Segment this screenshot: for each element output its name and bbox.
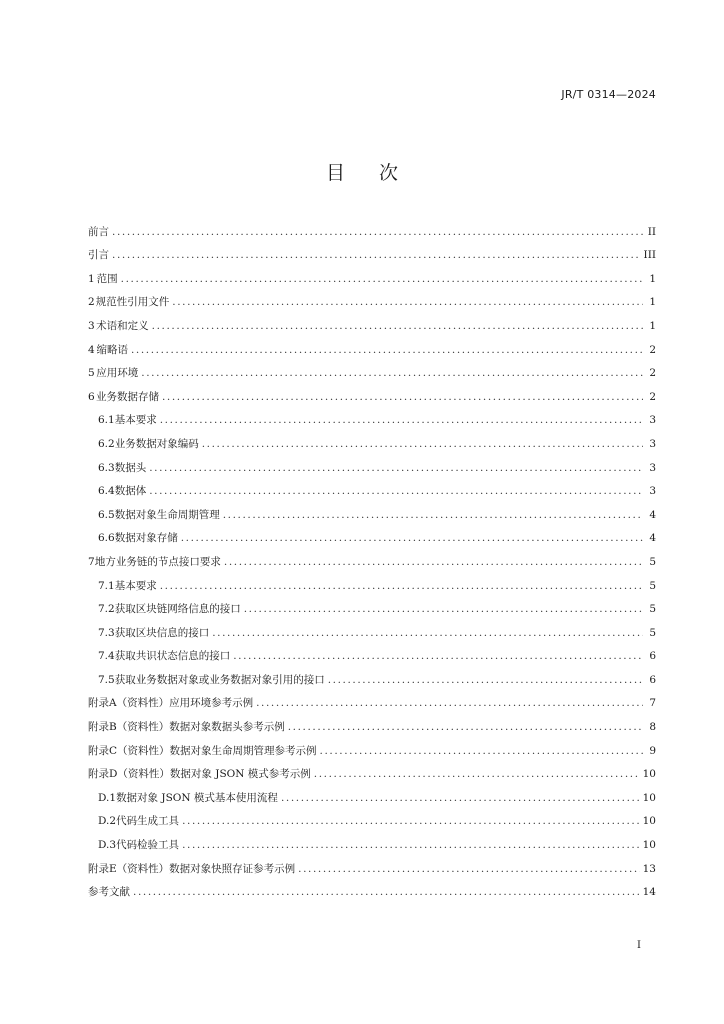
toc-entry-page: 13: [642, 862, 656, 875]
toc-entry-page: 10: [642, 791, 656, 804]
toc-entry-page: 10: [642, 839, 656, 852]
toc-leader-dots: [212, 626, 643, 641]
toc-entry-number: 7.3: [98, 626, 115, 639]
toc-entry-page: 3: [649, 414, 656, 427]
toc-entry-page: 1: [649, 296, 656, 309]
toc-entry[interactable]: [88, 735, 656, 759]
toc-leader-dots: [281, 791, 640, 806]
toc-entry-number: 3: [88, 319, 95, 332]
document-code: JR/T 0314—2024: [561, 88, 656, 101]
toc-leader-dots: [314, 767, 640, 782]
toc-entry-label: 基本要求: [114, 579, 157, 592]
toc-entry-page: 4: [649, 532, 656, 545]
toc-leader-dots: [182, 814, 640, 829]
toc-entry[interactable]: [88, 641, 656, 665]
toc-entry[interactable]: [88, 452, 656, 476]
toc-entry-page: 5: [649, 579, 656, 592]
toc-entry[interactable]: [88, 476, 656, 500]
toc-entry-page: 2: [649, 390, 656, 403]
toc-leader-dots: [233, 649, 643, 664]
toc-entry-number: 2: [88, 296, 95, 309]
toc-entry-page: 5: [649, 626, 656, 639]
toc-entry-page: 2: [649, 367, 656, 380]
toc-entry-page: 3: [649, 485, 656, 498]
toc-leader-dots: [112, 248, 641, 263]
toc-entry[interactable]: [88, 546, 656, 570]
toc-entry-number: 6.5: [98, 508, 115, 521]
toc-entry-page: III: [643, 249, 656, 262]
toc-entry[interactable]: [88, 759, 656, 783]
toc-entry-page: 7: [649, 697, 656, 710]
toc-entry[interactable]: [88, 782, 656, 806]
toc-entry[interactable]: [88, 570, 656, 594]
toc-entry-number: 4: [88, 343, 95, 356]
toc-leader-dots: [131, 343, 643, 358]
toc-entry[interactable]: [88, 664, 656, 688]
toc-entry-label: 代码生成工具: [116, 815, 180, 828]
toc-entry-number: D.1: [98, 791, 117, 804]
toc-entry[interactable]: [88, 711, 656, 735]
toc-entry-number: 7.2: [98, 603, 115, 616]
toc-entry-page: 3: [649, 437, 656, 450]
toc-entry[interactable]: [88, 877, 656, 901]
toc-entry-label: 数据对象 JSON 模式基本使用流程: [116, 791, 278, 804]
toc-leader-dots: [121, 272, 643, 287]
toc-entry[interactable]: [88, 287, 656, 311]
toc-entry[interactable]: [88, 405, 656, 429]
toc-entry-label: 术语和定义: [96, 319, 149, 332]
toc-leader-dots: [202, 437, 643, 452]
toc-entry-number: 1: [88, 272, 95, 285]
toc-entry-label: 获取区块链网络信息的接口: [114, 603, 241, 616]
toc-entry[interactable]: [88, 829, 656, 853]
toc-entry-label: 应用环境: [96, 367, 139, 380]
toc-entry-label: 参考文献: [88, 886, 130, 899]
toc-entry-label: 业务数据存储: [95, 390, 159, 403]
toc-entry[interactable]: [88, 216, 656, 240]
toc-entry-label: 业务数据对象编码: [114, 437, 199, 450]
toc-entry-page: 9: [649, 744, 656, 757]
toc-entry-label: 缩略语: [96, 343, 128, 356]
toc-entry-label: 附录B（资料性）数据对象数据头参考示例: [88, 721, 285, 734]
toc-leader-dots: [149, 461, 643, 476]
toc-entry[interactable]: [88, 853, 656, 877]
toc-entry-page: 4: [649, 508, 656, 521]
toc-entry-number: 6: [88, 390, 95, 403]
toc-entry[interactable]: [88, 688, 656, 712]
toc-leader-dots: [160, 413, 643, 428]
toc-entry[interactable]: [88, 499, 656, 523]
toc-entry[interactable]: [88, 428, 656, 452]
toc-entry[interactable]: [88, 310, 656, 334]
toc-leader-dots: [141, 366, 643, 381]
toc-entry[interactable]: [88, 334, 656, 358]
toc-entry-page: 1: [649, 272, 656, 285]
toc-entry[interactable]: [88, 358, 656, 382]
toc-entry-page: 5: [649, 603, 656, 616]
toc-entry[interactable]: [88, 806, 656, 830]
toc-entry-label: 规范性引用文件: [95, 296, 170, 309]
toc-entry-label: 范围: [96, 272, 118, 285]
toc-entry-page: 14: [642, 886, 656, 899]
toc-entry-label: 附录D（资料性）数据对象 JSON 模式参考示例: [88, 768, 311, 781]
toc-leader-dots: [320, 744, 643, 759]
toc-entry-number: 7.1: [98, 579, 115, 592]
toc-entry[interactable]: [88, 594, 656, 618]
toc-entry-page: 10: [642, 768, 656, 781]
toc-entry-label: 前言: [88, 225, 109, 238]
toc-entry-page: 8: [649, 721, 656, 734]
toc-entry-number: 6.2: [98, 437, 115, 450]
toc-entry-number: 6.4: [98, 485, 115, 498]
toc-entry-label: 数据对象存储: [114, 532, 178, 545]
toc-entry-label: 数据对象生命周期管理: [114, 508, 220, 521]
toc-entry-page: 10: [642, 815, 656, 828]
toc-leader-dots: [182, 838, 640, 853]
toc-entry-number: 6.3: [98, 461, 115, 474]
page-title: 目次: [325, 162, 432, 184]
toc-entry-page: 3: [649, 461, 656, 474]
toc-entry-page: 2: [649, 343, 656, 356]
toc-leader-dots: [288, 720, 643, 735]
toc-leader-dots: [160, 579, 643, 594]
toc-leader-dots: [256, 696, 643, 711]
toc-entry[interactable]: [88, 523, 656, 547]
toc-entry[interactable]: [88, 381, 656, 405]
toc-entry-label: 附录C（资料性）数据对象生命周期管理参考示例: [88, 744, 317, 757]
toc-entry-label: 引言: [88, 249, 109, 262]
toc-leader-dots: [112, 225, 643, 240]
toc-leader-dots: [172, 295, 643, 310]
toc-entry-number: 5: [88, 367, 95, 380]
toc-entry[interactable]: [88, 240, 656, 264]
footer-page-number: I: [637, 940, 641, 951]
toc-entry-label: 地方业务链的节点接口要求: [94, 555, 221, 568]
toc-leader-dots: [149, 484, 643, 499]
toc-entry-number: 7.4: [98, 650, 115, 663]
toc-entry-page: 6: [649, 673, 656, 686]
toc-entry-label: 代码检验工具: [116, 839, 180, 852]
toc-entry-page: 6: [649, 650, 656, 663]
toc-leader-dots: [224, 555, 643, 570]
toc-entry-page: 5: [649, 555, 656, 568]
toc-entry-number: 7.5: [98, 673, 115, 686]
toc-entry[interactable]: [88, 617, 656, 641]
toc-entry-label: 基本要求: [114, 414, 157, 427]
toc-entry-page: 1: [649, 319, 656, 332]
toc-leader-dots: [328, 673, 643, 688]
toc-entry-page: II: [647, 225, 656, 238]
toc-leader-dots: [244, 602, 643, 617]
toc-entry-label: 获取共识状态信息的接口: [114, 650, 231, 663]
toc-entry-label: 获取区块信息的接口: [114, 626, 210, 639]
toc-entry-number: D.2: [98, 815, 117, 828]
toc-leader-dots: [298, 862, 639, 877]
toc-entry-label: 获取业务数据对象或业务数据对象引用的接口: [114, 673, 325, 686]
toc-entry-label: 附录A（资料性）应用环境参考示例: [88, 697, 254, 710]
toc-leader-dots: [133, 885, 640, 900]
toc-entry-number: 6.6: [98, 532, 115, 545]
toc-entry-label: 数据体: [114, 485, 147, 498]
toc-leader-dots: [181, 531, 643, 546]
toc-entry-label: 附录E（资料性）数据对象快照存证参考示例: [88, 862, 296, 875]
toc-entry-number: D.3: [98, 839, 117, 852]
toc-leader-dots: [223, 508, 643, 523]
toc-entry[interactable]: [88, 263, 656, 287]
toc-entry-label: 数据头: [114, 461, 147, 474]
table-of-contents: [88, 216, 656, 900]
toc-leader-dots: [152, 319, 643, 334]
toc-leader-dots: [162, 390, 643, 405]
toc-entry-number: 6.1: [98, 414, 115, 427]
toc-entry-number: 7: [88, 555, 95, 568]
